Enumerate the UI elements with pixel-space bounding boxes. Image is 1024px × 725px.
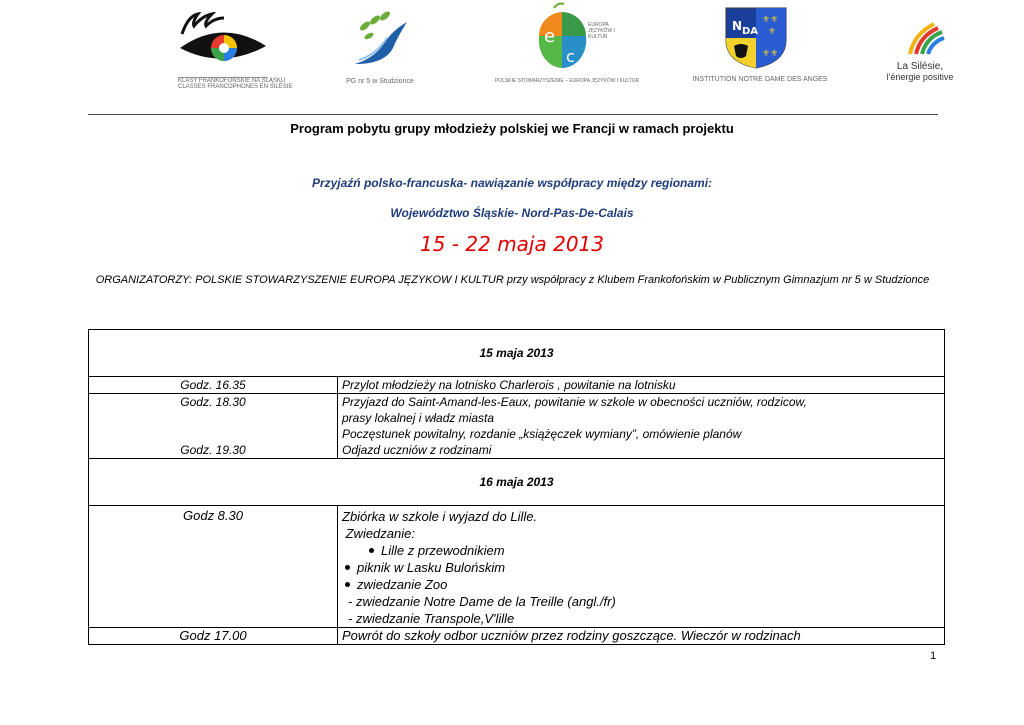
logo5-line1: La Silésie, [896,61,944,72]
description-line: Przyjazd do Saint-Amand-les-Eaux, powitanie w szkole w obecności uczniów, rodzicow, [342,395,807,409]
time-cell: Godz 8.30 [89,506,338,628]
description-line: - zwiedzanie Transpole,V'lille [348,611,515,626]
logo1-caption-2: CLASSES FRANCOPHONES EN SILÉSIE [178,84,293,90]
table-row [89,506,945,628]
logo-frankophone-classes [178,12,293,90]
header-divider [88,114,938,115]
day-heading-row [89,459,945,506]
logo5-line2: l'énergie positive [886,72,954,82]
bullet-icon [345,582,350,587]
list-item: zwiedzanie Zoo [342,576,940,593]
time-cell: Godz. 16.35 [89,377,338,394]
svg-text:e: e [544,26,556,47]
logo-la-silesie [880,14,960,86]
day-heading-row [89,330,945,377]
time-cell [89,394,338,459]
day-heading: 16 maja 2013 [89,459,945,506]
coat-of-arms-icon [690,6,830,70]
list-item: piknik w Lasku Bulońskim [342,559,940,576]
date-range: 15 - 22 maja 2013 [420,232,604,256]
eye-logo-icon [178,12,268,70]
logo3-caption: POLSKIE STOWARZYSZENIE – EUROPA JĘZYKÓW I KULTUR [494,78,640,84]
svg-text:⚜: ⚜ [768,27,777,37]
logo2-caption: PG nr 5 w Studzionce [346,78,414,85]
page-title: Program pobytu grupy młodzieży polskiej we Francji w ramach projektu [290,121,734,136]
list-item: Lille z przewodnikiem [342,542,940,559]
regions-subtitle: Województwo Śląskie- Nord-Pas-De-Calais [390,206,634,220]
description-line: - zwiedzanie Notre Dame de la Treille (angl./fr) [348,594,616,609]
bullet-icon [345,565,350,570]
wave-leaves-logo-icon [345,8,415,68]
description-line: Poczęstunek powitalny, rozdanie „książęczek wymiany”, omówienie planów [342,427,742,441]
svg-text:c: c [566,47,575,66]
project-subtitle: Przyjaźń polsko-francuska- nawiązanie współpracy między regionami: [311,176,713,190]
table-row [89,377,945,394]
svg-text:⚜⚜: ⚜⚜ [762,15,779,25]
description-cell [338,394,945,459]
time-text: Godz. 19.30 [180,443,246,457]
svg-text:⚜⚜: ⚜⚜ [762,49,779,59]
day-heading: 15 maja 2013 [89,330,945,377]
schedule-table [88,329,945,645]
page-number: 1 [930,650,937,662]
logo3-side-text: EUROPA JĘZYKÓW I KULTUR [588,22,615,40]
description-line: prasy lokalnej i władz miasta [342,411,495,425]
silesia-swirl-logo-icon [880,14,960,56]
svg-text:DA: DA [742,26,759,37]
bullet-icon [369,548,374,553]
time-cell: Godz 17.00 [89,628,338,645]
table-row [89,628,945,645]
description-cell [338,506,945,628]
description-cell: Powrót do szkoły odbor uczniów przez rodziny goszczące. Wieczór w rodzinach [338,628,945,645]
description-line: Zbiórka w szkole i wyjazd do Lille. [342,509,538,524]
description-cell: Przylot młodzieży na lotnisko Charlerois , powitanie na lotnisku [338,377,945,394]
description-line: Zwiedzanie: [342,526,415,541]
logo1-caption-1: KLASY FRANKOFOŃSKIE NA ŚLĄSKU [178,78,286,84]
svg-text:N: N [732,19,743,33]
logo-notre-dame [690,6,830,86]
logo-europa-jezykow [492,2,642,86]
table-row [89,394,945,459]
logo4-caption: INSTITUTION NOTRE DAME DES ANGES [692,76,828,83]
elc-apple-logo-icon [492,2,642,78]
logo-pg5 [345,8,415,88]
description-line: Odjazd uczniów z rodzinami [342,443,492,457]
time-text: Godz. 18.30 [180,395,246,409]
organizers-text: ORGANIZATORZY: POLSKIE STOWARZYSZENIE EUROPA JĘZYKOW I KULTUR przy współpracy z Klubem Frankofońskim w Publicznym Gimnazjum nr 5 w Studzionce [95,274,930,286]
